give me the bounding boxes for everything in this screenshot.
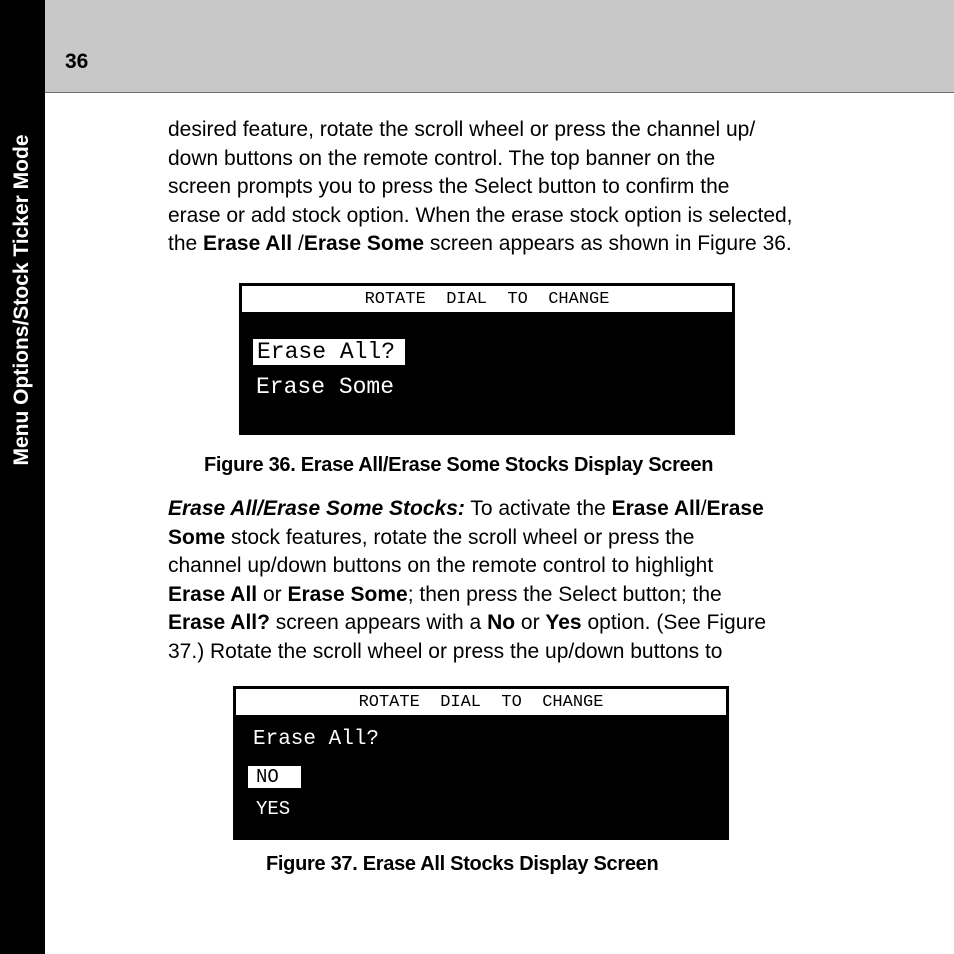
text-line: channel up/down buttons on the remote control to highlight <box>168 554 714 578</box>
bold-term: Erase Some <box>287 582 408 606</box>
side-tab-label: Menu Options/Stock Ticker Mode <box>10 134 33 466</box>
figure-37-display <box>233 686 729 840</box>
text-line: down buttons on the remote control. The top banner on the <box>168 146 716 170</box>
bold-term: Erase All <box>168 582 258 606</box>
text-span: / <box>292 232 304 256</box>
text-span: / <box>700 497 707 520</box>
display-banner: ROTATE DIAL TO CHANGE <box>241 285 733 313</box>
erase-stocks-paragraph <box>168 495 868 667</box>
text-span: the <box>168 232 204 256</box>
bold-term: Erase Some <box>303 232 425 256</box>
text-line: screen prompts you to press the Select button to confirm the <box>168 175 730 199</box>
figure-37-caption: Figure 37. Erase All Stocks Display Screen <box>266 853 659 875</box>
section-heading: Erase All/Erase Some Stocks: <box>168 497 465 520</box>
text-span: screen appears as shown in Figure 36. <box>424 232 792 256</box>
bold-term: Some <box>168 525 226 549</box>
text-line <box>168 524 868 553</box>
erase-all-option: Erase All? <box>253 339 405 365</box>
bold-term: Yes <box>545 611 582 635</box>
yes-option: YES <box>256 798 291 820</box>
text-line: erase or add stock option. When the erase stock option is selected, <box>168 203 793 227</box>
no-option: NO <box>248 766 301 788</box>
figure-36-display <box>239 283 735 435</box>
text-span: option. (See Figure <box>581 611 767 635</box>
side-tab <box>0 0 45 954</box>
text-line: 37.) Rotate the scroll wheel or press the up/down buttons to <box>168 639 723 663</box>
bold-term: Erase All? <box>168 611 270 635</box>
text-span: To activate the <box>464 497 612 520</box>
bold-term: Erase All <box>611 497 701 520</box>
text-line <box>168 495 868 524</box>
text-line <box>168 609 868 638</box>
text-span: or <box>515 611 546 635</box>
text-span: screen appears with a <box>269 611 488 635</box>
text-span: stock features, rotate the scroll wheel or press the <box>225 525 695 549</box>
text-line <box>168 581 868 610</box>
text-line <box>168 230 868 259</box>
display-banner: ROTATE DIAL TO CHANGE <box>235 688 727 716</box>
page-header <box>45 0 954 93</box>
bold-term: Erase <box>706 497 764 520</box>
page-number: 36 <box>65 50 89 73</box>
text-span: or <box>257 582 288 606</box>
intro-paragraph <box>168 116 868 259</box>
erase-all-prompt: Erase All? <box>253 728 380 751</box>
bold-term: No <box>487 611 516 635</box>
erase-some-option: Erase Some <box>256 374 395 400</box>
bold-term: Erase All <box>203 232 293 256</box>
figure-36-caption: Figure 36. Erase All/Erase Some Stocks Display Screen <box>204 454 714 476</box>
text-line: desired feature, rotate the scroll wheel or press the channel up/ <box>168 118 756 141</box>
text-span: ; then press the Select button; the <box>407 582 722 606</box>
